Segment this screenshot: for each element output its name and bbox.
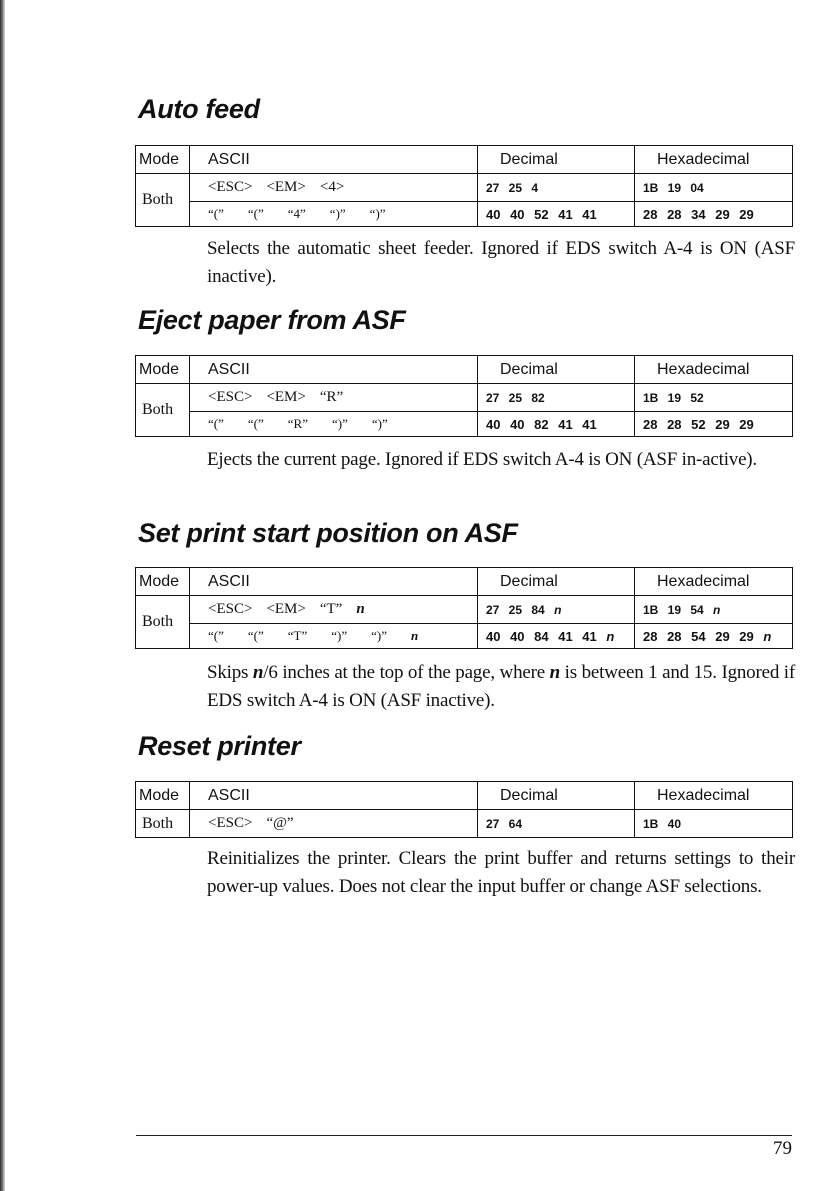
ascii-token: “(” bbox=[247, 628, 264, 643]
hex-quoted-cell bbox=[635, 624, 793, 649]
ascii-token: <ESC> bbox=[208, 389, 253, 405]
hex-values: 1B 19 54 bbox=[643, 602, 704, 617]
desc-text: /6 inches at the top of the page, where bbox=[263, 662, 550, 683]
ascii-quoted-cell bbox=[190, 202, 478, 227]
param-n: n bbox=[410, 628, 419, 643]
table-row bbox=[136, 412, 793, 437]
header-decimal: Decimal bbox=[478, 356, 635, 384]
ascii-quoted-cell bbox=[190, 412, 478, 437]
table-header-row bbox=[136, 568, 793, 596]
ascii-token: “)” bbox=[369, 206, 386, 221]
hex-values: 28 28 54 29 29 bbox=[643, 628, 754, 644]
command-table-eject-paper bbox=[135, 355, 793, 437]
header-decimal: Decimal bbox=[478, 146, 635, 174]
header-decimal: Decimal bbox=[478, 782, 635, 810]
section-description: Reinitializes the printer. Clears the print buffer and returns settings to their power-up values. Does not clear the input buffer or change ASF selections. bbox=[207, 848, 795, 897]
ascii-token: “)” bbox=[371, 628, 387, 643]
param-n: n bbox=[356, 601, 365, 617]
hex-cell: 1B 19 04 bbox=[635, 174, 793, 202]
ascii-token: “R” bbox=[319, 389, 344, 405]
command-table-set-print-start bbox=[135, 567, 793, 649]
table-row bbox=[136, 384, 793, 412]
decimal-values: 40 40 84 41 41 bbox=[486, 628, 597, 644]
param-n: n bbox=[606, 628, 615, 644]
ascii-token: “4” bbox=[287, 206, 306, 221]
ascii-cell bbox=[190, 174, 478, 202]
section-title-set-print-start: Set print start position on ASF bbox=[138, 518, 518, 548]
section-description bbox=[207, 659, 795, 715]
ascii-token: “T” bbox=[287, 628, 308, 643]
ascii-token: “(” bbox=[208, 628, 224, 643]
table-header-row bbox=[136, 146, 793, 174]
ascii-token: <4> bbox=[319, 179, 345, 195]
param-n: n bbox=[713, 602, 721, 617]
footer-rule bbox=[136, 1135, 792, 1136]
page-number: 79 bbox=[773, 1138, 792, 1159]
ascii-token: <EM> bbox=[266, 601, 306, 617]
ascii-token: <EM> bbox=[266, 389, 306, 405]
decimal-cell bbox=[478, 596, 635, 624]
section-title-reset-printer: Reset printer bbox=[138, 731, 301, 761]
header-mode: Mode bbox=[136, 356, 190, 384]
ascii-cell bbox=[190, 810, 478, 838]
header-ascii: ASCII bbox=[190, 568, 478, 596]
section-title-eject-paper: Eject paper from ASF bbox=[138, 305, 406, 335]
table-row bbox=[136, 202, 793, 227]
ascii-token: “)” bbox=[331, 416, 348, 431]
desc-param-n: n bbox=[549, 662, 561, 683]
ascii-quoted-cell bbox=[190, 624, 478, 649]
header-ascii: ASCII bbox=[190, 356, 478, 384]
table-row bbox=[136, 810, 793, 838]
ascii-token: “T” bbox=[319, 601, 343, 617]
ascii-token: “@” bbox=[266, 815, 294, 831]
decimal-cell: 27 25 82 bbox=[478, 384, 635, 412]
ascii-cell bbox=[190, 596, 478, 624]
ascii-token: <ESC> bbox=[208, 601, 253, 617]
section-description: Ejects the current page. Ignored if EDS switch A-4 is ON (ASF in-active). bbox=[207, 449, 757, 470]
ascii-token: “(” bbox=[247, 206, 264, 221]
ascii-token: “R” bbox=[287, 416, 308, 431]
ascii-cell bbox=[190, 384, 478, 412]
ascii-token: “)” bbox=[331, 628, 348, 643]
header-hexadecimal: Hexadecimal bbox=[635, 782, 793, 810]
ascii-token: “)” bbox=[329, 206, 346, 221]
desc-text: Skips bbox=[207, 662, 253, 683]
hex-cell bbox=[635, 596, 793, 624]
command-table-reset-printer bbox=[135, 781, 793, 838]
header-mode: Mode bbox=[136, 146, 190, 174]
mode-cell: Both bbox=[136, 810, 190, 838]
table-header-row bbox=[136, 782, 793, 810]
table-row bbox=[136, 174, 793, 202]
decimal-quoted-cell: 40 40 82 41 41 bbox=[478, 412, 635, 437]
ascii-token: “(” bbox=[247, 416, 264, 431]
scan-edge bbox=[0, 0, 5, 1191]
ascii-token: <ESC> bbox=[208, 179, 253, 195]
mode-cell: Both bbox=[136, 596, 190, 649]
header-ascii: ASCII bbox=[190, 782, 478, 810]
mode-cell: Both bbox=[136, 384, 190, 437]
header-hexadecimal: Hexadecimal bbox=[635, 356, 793, 384]
command-table-auto-feed bbox=[135, 145, 793, 227]
ascii-token: <ESC> bbox=[208, 815, 253, 831]
hex-quoted-cell: 28 28 34 29 29 bbox=[635, 202, 793, 227]
decimal-quoted-cell: 40 40 52 41 41 bbox=[478, 202, 635, 227]
mode-cell: Both bbox=[136, 174, 190, 227]
table-row bbox=[136, 624, 793, 649]
header-ascii: ASCII bbox=[190, 146, 478, 174]
ascii-token: “)” bbox=[371, 416, 388, 431]
ascii-token: “(” bbox=[208, 206, 224, 221]
section-description: Selects the automatic sheet feeder. Ignored if EDS switch A-4 is ON (ASF inactive). bbox=[207, 238, 795, 287]
decimal-cell: 27 64 bbox=[478, 810, 635, 838]
hex-cell: 1B 40 bbox=[635, 810, 793, 838]
hex-quoted-cell: 28 28 52 29 29 bbox=[635, 412, 793, 437]
header-decimal: Decimal bbox=[478, 568, 635, 596]
desc-param-n: n bbox=[252, 662, 264, 683]
param-n: n bbox=[763, 628, 772, 644]
header-mode: Mode bbox=[136, 782, 190, 810]
decimal-cell: 27 25 4 bbox=[478, 174, 635, 202]
header-hexadecimal: Hexadecimal bbox=[635, 568, 793, 596]
table-row bbox=[136, 596, 793, 624]
header-mode: Mode bbox=[136, 568, 190, 596]
section-title-auto-feed: Auto feed bbox=[138, 94, 260, 124]
param-n: n bbox=[554, 602, 562, 617]
ascii-token: <EM> bbox=[266, 179, 306, 195]
table-header-row bbox=[136, 356, 793, 384]
desc-text: is between 1 and 15. Ignored if EDS switch A-4 is ON (ASF inactive). bbox=[207, 662, 795, 711]
ascii-token: “(” bbox=[208, 416, 224, 431]
decimal-quoted-cell bbox=[478, 624, 635, 649]
header-hexadecimal: Hexadecimal bbox=[635, 146, 793, 174]
hex-cell: 1B 19 52 bbox=[635, 384, 793, 412]
decimal-values: 27 25 84 bbox=[486, 602, 545, 617]
